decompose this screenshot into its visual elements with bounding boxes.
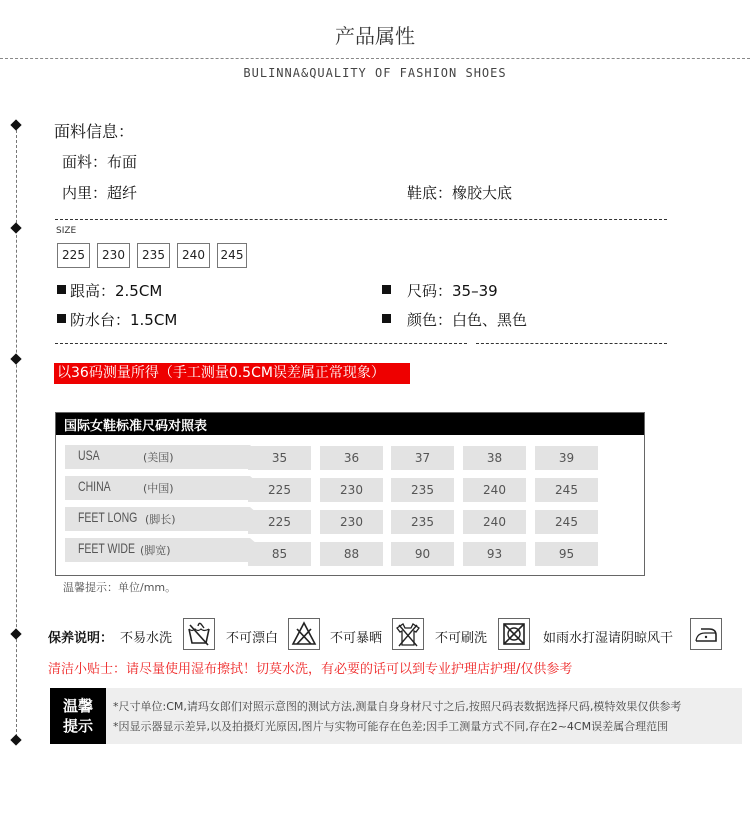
size-option[interactable]: 225 <box>57 243 90 268</box>
unit-note: 温馨提示：单位/mm。 <box>63 581 177 594</box>
warm-tips-badge-line2: 提示 <box>62 717 93 735</box>
timeline-dot <box>10 222 21 233</box>
table-cell: 230 <box>320 510 383 534</box>
table-cell: 85 <box>248 542 311 566</box>
row-label-en: FEET WIDE <box>78 540 135 556</box>
table-cell: 230 <box>320 478 383 502</box>
lining-text: 内里：超纤 <box>62 184 138 202</box>
table-cell: 245 <box>535 478 598 502</box>
warm-tips-panel <box>50 688 742 744</box>
table-cell: 39 <box>535 446 598 470</box>
table-cell: 235 <box>391 510 454 534</box>
section-divider <box>55 219 667 220</box>
table-cell: 95 <box>535 542 598 566</box>
iron-icon <box>690 618 722 650</box>
table-cell: 245 <box>535 510 598 534</box>
table-cell: 235 <box>391 478 454 502</box>
colors-text: 颜色：白色、黑色 <box>407 311 528 329</box>
no-bleach-icon <box>288 618 320 650</box>
table-cell: 38 <box>463 446 526 470</box>
table-cell: 240 <box>463 478 526 502</box>
size-chart-title: 国际女鞋标准尺码对照表 <box>64 419 208 434</box>
size-option[interactable]: 235 <box>137 243 170 268</box>
material-heading: 面料信息： <box>54 122 135 141</box>
cleaning-tip: 清洁小贴士：请尽量使用湿布擦拭！切莫水洗，有必要的话可以到专业护理店护理/仅供参考 <box>48 662 573 677</box>
row-label-en: CHINA <box>78 478 111 494</box>
page-title: 产品属性 <box>335 24 415 48</box>
size-option[interactable]: 240 <box>177 243 210 268</box>
row-label-feet-wide <box>65 538 250 562</box>
warm-tip-line: *因显示器显示差异,以及拍摄灯光原因,图片与实物可能存在色差;因手工测量方式不同,存在2~4CM误差属合理范围 <box>113 720 669 733</box>
row-label-cn: (脚宽) <box>140 544 171 557</box>
size-chart-table <box>55 412 645 576</box>
table-cell: 36 <box>320 446 383 470</box>
measure-note: 以36码测量所得（手工测量0.5CM误差属正常现象） <box>54 363 410 384</box>
fabric-text: 面料：布面 <box>62 153 138 171</box>
table-cell: 93 <box>463 542 526 566</box>
table-cell: 90 <box>391 542 454 566</box>
hand-wash-icon <box>183 618 215 650</box>
table-cell: 37 <box>391 446 454 470</box>
row-label-cn: (美国) <box>143 451 174 464</box>
heel-height-text: 跟高：2.5CM <box>70 282 163 300</box>
care-item: 不可漂白 <box>226 631 279 646</box>
table-cell: 88 <box>320 542 383 566</box>
platform-height-text: 防水台：1.5CM <box>70 311 178 329</box>
warm-tip-line: *尺寸单位:CM,请玛女郎们对照示意图的测试方法,测量自身身材尺寸之后,按照尺码表数据选择尺码,模特效果仅供参考 <box>113 700 682 713</box>
row-label-en: USA <box>78 447 100 463</box>
section-divider <box>476 343 667 344</box>
timeline-dot <box>10 353 21 364</box>
sole-text: 鞋底：橡胶大底 <box>407 184 513 202</box>
timeline-dot <box>10 119 21 130</box>
size-chart-header <box>56 413 644 435</box>
bullet-square <box>382 314 391 323</box>
size-option[interactable]: 245 <box>217 243 247 268</box>
table-cell: 225 <box>248 478 311 502</box>
no-sun-dry-icon <box>392 618 424 650</box>
bullet-square <box>57 285 66 294</box>
warm-tips-badge <box>50 688 106 744</box>
page-subtitle: BULINNA&QUALITY OF FASHION SHOES <box>243 66 507 80</box>
bullet-square <box>57 314 66 323</box>
size-range-text: 尺码：35–39 <box>407 282 498 300</box>
size-option[interactable]: 230 <box>97 243 130 268</box>
care-item: 不易水洗 <box>120 631 173 646</box>
row-label-china <box>65 476 250 500</box>
care-item: 如雨水打湿请阴晾风干 <box>543 631 674 646</box>
table-cell: 225 <box>248 510 311 534</box>
row-label-cn: (脚长) <box>145 513 176 526</box>
table-cell: 240 <box>463 510 526 534</box>
care-item: 不可暴晒 <box>330 631 383 646</box>
row-label-en: FEET LONG <box>78 509 138 525</box>
care-label: 保养说明： <box>48 631 114 646</box>
no-brush-icon <box>498 618 530 650</box>
row-label-cn: (中国) <box>143 482 174 495</box>
warm-tips-badge-line1: 温馨 <box>62 697 93 715</box>
care-item: 不可刷洗 <box>435 631 488 646</box>
timeline-line <box>16 120 17 742</box>
row-label-usa <box>65 445 250 469</box>
size-label: SIZE <box>56 226 77 236</box>
section-divider <box>55 343 467 344</box>
header-divider <box>0 58 750 59</box>
table-cell: 35 <box>248 446 311 470</box>
bullet-square <box>382 285 391 294</box>
timeline-dot <box>10 628 21 639</box>
row-label-feet-long <box>65 507 250 531</box>
timeline-dot <box>10 734 21 745</box>
